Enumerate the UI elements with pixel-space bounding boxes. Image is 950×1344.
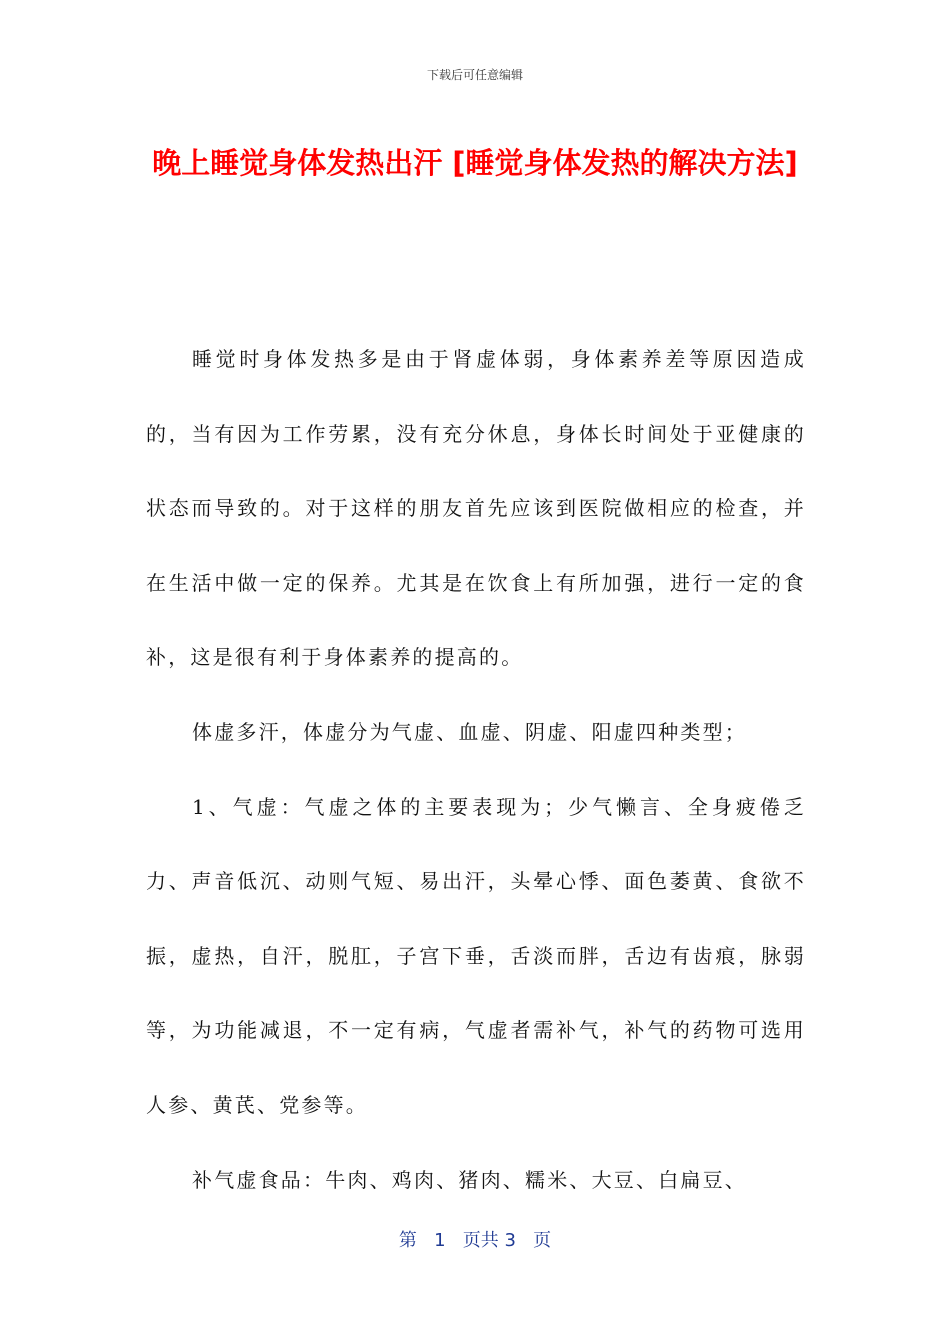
document-title: 晚上睡觉身体发热出汗 [睡觉身体发热的解决方法] xyxy=(152,146,798,180)
paragraph-intro: 睡觉时身体发热多是由于肾虚体弱，身体素养差等原因造成的，当有因为工作劳累，没有充分休息，身体长时间处于亚健康的状态而导致的。对于这样的朋友首先应该到医院做相应的检查，并在生活中做一定的保养。尤其是在饮食上有所加强，进行一定的食补，这是很有利于身体素养的提高的。 xyxy=(146,347,806,670)
document-body xyxy=(146,322,806,1217)
page-footer xyxy=(0,1226,950,1252)
paragraph-qi-deficiency: 1、气虚：气虚之体的主要表现为；少气懒言、全身疲倦乏力、声音低沉、动则气短、易出汗，头晕心悸、面色萎黄、食欲不振，虚热，自汗，脱肛，子宫下垂，舌淡而胖，舌边有齿痕，脉弱等，为功能减退，不一定有病，气虚者需补气，补气的药物可选用人参、黄芪、党参等。 xyxy=(146,794,806,1117)
paragraph-types: 体虚多汗，体虚分为气虚、血虚、阴虚、阳虚四种类型； xyxy=(192,719,747,744)
footer-suffix: 页 xyxy=(533,1230,552,1251)
footer-current-page: 1 xyxy=(434,1230,446,1251)
footer-middle: 页共 xyxy=(462,1230,499,1251)
footer-total-pages: 3 xyxy=(504,1230,516,1251)
footer-prefix: 第 xyxy=(398,1230,417,1251)
paragraph-qi-foods: 补气虚食品：牛肉、鸡肉、猪肉、糯米、大豆、白扁豆、 xyxy=(192,1167,747,1192)
header-note: 下载后可任意编辑 xyxy=(426,68,523,82)
